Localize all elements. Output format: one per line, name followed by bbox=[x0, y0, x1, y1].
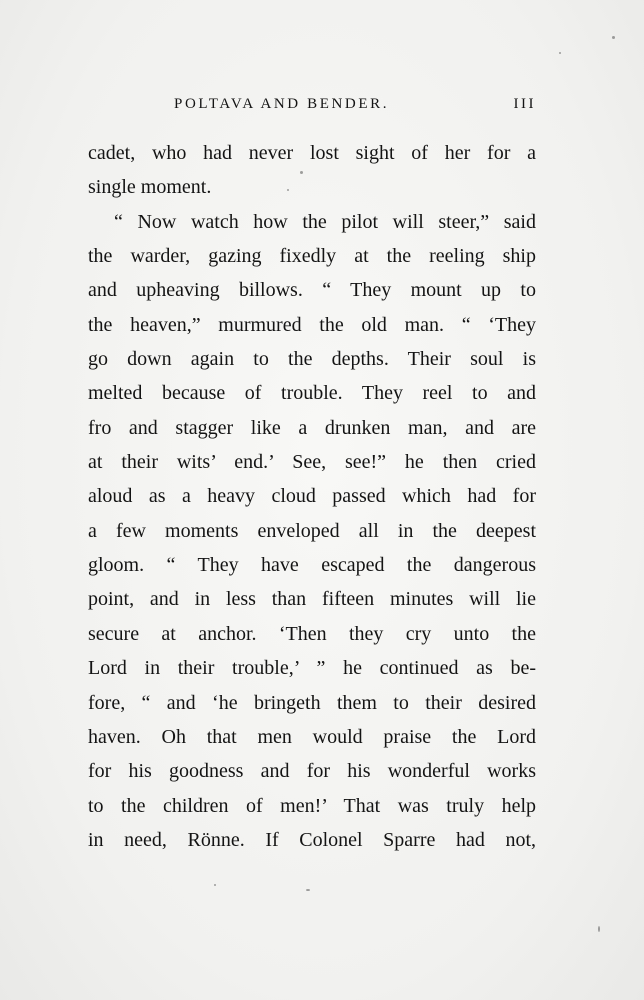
text-line-11: aloud as a heavy cloud passed which had for bbox=[88, 485, 536, 508]
text-line-1: cadet, who had never lost sight of her for a bbox=[88, 142, 536, 164]
text-line-5: and upheaving billows. “ They mount up to bbox=[88, 279, 536, 302]
paper-speck bbox=[559, 52, 561, 54]
paper-speck bbox=[598, 926, 600, 932]
text-line-15: secure at anchor. ‘Then they cry unto the bbox=[88, 622, 536, 645]
body-text bbox=[88, 136, 536, 857]
paper-speck bbox=[214, 884, 216, 886]
text-line-8: melted because of trouble. They reel to and bbox=[88, 382, 536, 405]
text-line-18: haven. Oh that men would praise the Lord bbox=[88, 725, 536, 748]
paper-speck bbox=[287, 189, 289, 191]
text-line-2: single moment. bbox=[88, 176, 212, 199]
text-line-10: at their wits’ end.’ See, see!” he then cried bbox=[88, 451, 536, 474]
text-line-19: for his goodness and for his wonderful works bbox=[88, 760, 536, 783]
text-line-20: to the children of men!’ That was truly help bbox=[88, 794, 536, 817]
text-line-4: the warder, gazing fixedly at the reeling ship bbox=[88, 245, 536, 268]
text-line-9: fro and stagger like a drunken man, and are bbox=[88, 416, 536, 439]
text-line-6: the heaven,” murmured the old man. “ ‘They bbox=[88, 313, 536, 336]
page-number: III bbox=[513, 96, 536, 112]
text-line-13: gloom. “ They have escaped the dangerous bbox=[88, 554, 536, 577]
text-line-12: a few moments enveloped all in the deepest bbox=[88, 519, 536, 542]
text-line-16: Lord in their trouble,’ ” he continued as be- bbox=[88, 657, 536, 680]
text-line-3: “ Now watch how the pilot will steer,” said bbox=[114, 210, 536, 233]
paper-speck bbox=[612, 36, 615, 39]
running-head bbox=[88, 92, 536, 116]
paper-speck bbox=[306, 889, 310, 891]
text-line-17: fore, “ and ‘he bringeth them to their desired bbox=[88, 691, 536, 714]
text-line-21: in need, Rönne. If Colonel Sparre had not, bbox=[88, 828, 536, 851]
text-line-14: point, and in less than fifteen minutes will lie bbox=[88, 588, 536, 611]
running-title: POLTAVA AND BENDER. bbox=[174, 96, 390, 112]
paper-speck bbox=[300, 171, 303, 174]
text-line-7: go down again to the depths. Their soul is bbox=[88, 348, 536, 371]
